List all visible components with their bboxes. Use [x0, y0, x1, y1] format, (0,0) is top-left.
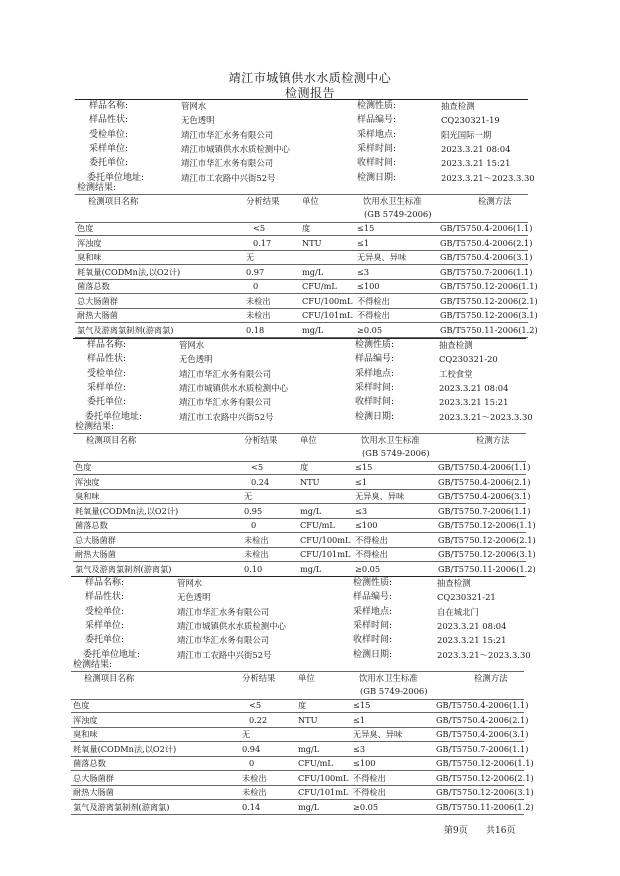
row-method: GB/T5750.4-2006(3.1) [440, 252, 533, 262]
row-unit: 度 [300, 462, 309, 472]
row-unit: CFU/101mL [298, 787, 349, 797]
row-item: 耗氧量(CODMn法,以O2计) [75, 505, 179, 516]
col-header-item: 检测项目名称 [84, 673, 135, 683]
row-result: 0 [253, 281, 259, 291]
sampling-time-value: 2023.3.21 08:04 [439, 382, 509, 393]
table-row-rule [71, 770, 524, 771]
receive-time-value: 2023.3.21 15:21 [439, 397, 509, 408]
results-rule [73, 433, 526, 434]
row-item: 总大肠菌群 [75, 534, 116, 545]
row-result: 无 [246, 252, 255, 262]
row-result: 0.14 [242, 801, 261, 812]
row-result: 未检出 [246, 310, 271, 320]
row-unit: mg/L [300, 563, 322, 574]
row-result: 无 [244, 491, 253, 501]
row-standard: 无异臭、异味 [357, 252, 407, 262]
sample-name-label: 样品名称: [89, 101, 129, 111]
receive-time-label: 收样时间: [353, 635, 393, 646]
row-method: GB/T5750.4-2006(3.1) [436, 729, 529, 739]
sampling-unit-label: 采样单位: [87, 382, 127, 393]
sample-nature-label: 样品性状: [87, 354, 127, 365]
row-standard: 不得检出 [355, 549, 388, 559]
test-nature-value: 抽查检测 [441, 101, 475, 111]
client-address-value: 靖江市工农路中兴街52号 [177, 649, 272, 660]
test-nature-label: 检测性质: [357, 101, 397, 111]
table-row-rule [75, 308, 528, 309]
report-title-line1: 靖江市城镇供水水质检测中心 [228, 71, 392, 85]
sample-no-label: 样品编号: [357, 115, 397, 126]
row-item: 菌落总数 [77, 281, 110, 291]
page-total: 共16页 [486, 826, 516, 836]
sampling-time-value: 2023.3.21 08:04 [437, 620, 507, 631]
row-unit: mg/L [298, 801, 320, 812]
row-method: GB/T5750.12-2006(1.1) [438, 520, 536, 530]
col-header-result: 分析结果 [244, 435, 278, 445]
col-header-item: 检测项目名称 [86, 435, 137, 445]
row-method: GB/T5750.7-2006(1.1) [438, 505, 531, 516]
col-header-unit: 单位 [300, 435, 317, 445]
row-method: GB/T5750.4-2006(1.1) [438, 462, 531, 472]
sampling-site-label: 采样地点: [355, 368, 395, 379]
row-unit: 度 [302, 223, 311, 233]
row-result: 0.17 [253, 237, 272, 248]
row-unit: CFU/mL [302, 281, 337, 291]
row-standard: ≤15 [353, 700, 371, 710]
row-item: 菌落总数 [73, 758, 106, 768]
row-unit: CFU/mL [300, 520, 335, 530]
row-item: 色度 [75, 462, 92, 472]
results-rule [75, 194, 528, 195]
row-method: GB/T5750.4-2006(2.1) [438, 476, 531, 487]
row-result: 0 [251, 520, 257, 530]
page-number: 第9页 [444, 826, 468, 836]
row-standard: 不得检出 [355, 534, 388, 545]
test-nature-label: 检测性质: [355, 340, 395, 350]
table-row-rule [73, 474, 526, 475]
col-header-unit: 单位 [298, 673, 315, 683]
sampling-site-value: 阳光国际一期 [441, 129, 492, 140]
table-row-rule [75, 250, 528, 251]
sample-nature-label: 样品性状: [85, 592, 125, 603]
sampling-site-label: 采样地点: [353, 606, 393, 617]
table-row-rule [75, 279, 528, 280]
row-standard: ≥0.05 [355, 563, 381, 574]
row-item: 氯气及游离氯制剂(游离氯) [73, 801, 170, 812]
row-result: 0.95 [244, 505, 263, 516]
row-result: <5 [249, 700, 262, 710]
row-standard: ≤1 [355, 476, 368, 487]
receive-time-value: 2023.3.21 15:21 [441, 158, 511, 169]
results-label: 检测结果: [77, 183, 117, 193]
row-item: 浑浊度 [75, 476, 100, 487]
sample-name-value: 管网水 [181, 101, 207, 111]
sampling-unit-label: 采样单位: [85, 620, 125, 631]
sampling-time-label: 采样时间: [355, 382, 395, 393]
row-standard: ≤100 [355, 520, 378, 530]
row-item: 氯气及游离氯制剂(游离氯) [75, 563, 172, 574]
sample-name-label: 样品名称: [85, 578, 125, 588]
row-standard: 无异臭、异味 [353, 729, 403, 739]
sample-no-value: CQ230321-19 [441, 115, 500, 126]
row-method: GB/T5750.11-2006(1.2) [440, 324, 538, 335]
row-result: 未检出 [242, 772, 267, 783]
row-unit: NTU [302, 237, 322, 248]
table-row-rule [71, 712, 524, 713]
row-method: GB/T5750.12-2006(2.1) [436, 772, 534, 783]
entrusted-unit-value: 靖江市华汇水务有限公司 [181, 129, 274, 140]
table-row-rule [73, 547, 526, 548]
row-result: 无 [242, 729, 251, 739]
row-standard: ≤3 [355, 505, 368, 516]
row-method: GB/T5750.12-2006(3.1) [436, 787, 534, 797]
row-result: 未检出 [246, 295, 271, 306]
row-result: 0.18 [246, 324, 265, 335]
row-standard: ≥0.05 [353, 801, 379, 812]
sampling-unit-value: 靖江市城镇供水水质检测中心 [177, 620, 286, 631]
table-row-rule [73, 461, 526, 462]
entrusted-unit-value: 靖江市华汇水务有限公司 [177, 606, 270, 617]
test-date-value: 2023.3.21～2023.3.30 [439, 411, 533, 422]
test-date-value: 2023.3.21～2023.3.30 [441, 172, 535, 183]
test-nature-value: 抽查检测 [439, 340, 473, 350]
row-item: 色度 [77, 223, 94, 233]
entrusted-unit-label: 受检单位: [87, 368, 127, 379]
sampling-site-label: 采样地点: [357, 129, 397, 140]
client-address-label: 委托单位地址: [83, 649, 141, 660]
test-date-label: 检测日期: [355, 411, 395, 422]
row-method: GB/T5750.7-2006(1.1) [436, 743, 529, 754]
col-header-standard: 饮用水卫生标准 [361, 435, 420, 445]
table-row-rule [71, 727, 524, 728]
sample-no-label: 样品编号: [355, 354, 395, 365]
row-result: <5 [253, 223, 266, 233]
client-unit-label: 委托单位: [85, 635, 125, 646]
row-item: 总大肠菌群 [77, 295, 118, 306]
row-method: GB/T5750.12-2006(3.1) [440, 310, 538, 320]
row-method: GB/T5750.4-2006(2.1) [436, 714, 529, 725]
sampling-time-label: 采样时间: [357, 143, 397, 154]
row-unit: CFU/100mL [302, 295, 353, 306]
sampling-time-value: 2023.3.21 08:04 [441, 143, 511, 154]
table-row-rule [71, 756, 524, 757]
row-standard: 不得检出 [357, 295, 390, 306]
row-unit: mg/L [302, 266, 324, 277]
row-result: 0.24 [251, 476, 270, 487]
row-result: 未检出 [244, 549, 269, 559]
test-date-label: 检测日期: [353, 649, 393, 660]
results-rule [71, 671, 524, 672]
section-top-rule [71, 576, 524, 577]
row-method: GB/T5750.12-2006(1.1) [440, 281, 538, 291]
sample-nature-value: 无色透明 [179, 354, 213, 365]
row-item: 耐热大肠菌 [77, 310, 118, 320]
row-item: 臭和味 [73, 729, 98, 739]
table-row-rule [75, 235, 528, 236]
receive-time-value: 2023.3.21 15:21 [437, 635, 507, 646]
row-result: 未检出 [244, 534, 269, 545]
row-unit: CFU/101mL [300, 549, 351, 559]
sampling-time-label: 采样时间: [353, 620, 393, 631]
row-method: GB/T5750.4-2006(3.1) [438, 491, 531, 501]
row-method: GB/T5750.4-2006(1.1) [436, 700, 529, 710]
row-method: GB/T5750.11-2006(1.2) [436, 801, 534, 812]
table-row-rule [73, 561, 526, 562]
row-item: 色度 [73, 700, 90, 710]
sample-no-label: 样品编号: [353, 592, 393, 603]
col-header-standard-code: (GB 5749-2006) [362, 448, 430, 458]
results-label: 检测结果: [75, 422, 115, 432]
table-row-rule [73, 489, 526, 490]
table-row-rule [73, 532, 526, 533]
row-unit: CFU/100mL [298, 772, 349, 783]
client-unit-value: 靖江市华汇水务有限公司 [181, 158, 274, 169]
client-address-label: 委托单位地址: [87, 172, 145, 183]
sampling-site-value: 工校食堂 [439, 368, 473, 379]
sample-name-value: 管网水 [177, 578, 203, 588]
table-row-rule [71, 741, 524, 742]
entrusted-unit-value: 靖江市华汇水务有限公司 [179, 368, 272, 379]
row-standard: 不得检出 [353, 787, 386, 797]
sampling-unit-label: 采样单位: [89, 143, 129, 154]
col-header-method: 检测方法 [474, 673, 508, 683]
receive-time-label: 收样时间: [355, 397, 395, 408]
row-method: GB/T5750.7-2006(1.1) [440, 266, 533, 277]
row-item: 臭和味 [77, 252, 102, 262]
test-nature-value: 抽查检测 [437, 578, 471, 588]
col-header-standard-code: (GB 5749-2006) [360, 686, 428, 696]
sample-no-value: CQ230321-20 [439, 354, 498, 365]
col-header-item: 检测项目名称 [88, 196, 139, 206]
results-label: 检测结果: [73, 660, 113, 670]
table-row-rule [75, 293, 528, 294]
client-unit-value: 靖江市华汇水务有限公司 [179, 397, 272, 408]
table-row-rule [75, 222, 528, 223]
sample-nature-value: 无色透明 [181, 115, 215, 126]
client-unit-value: 靖江市华汇水务有限公司 [177, 635, 270, 646]
receive-time-label: 收样时间: [357, 158, 397, 169]
row-result: 0.97 [246, 266, 265, 277]
table-row-rule [73, 503, 526, 504]
row-standard: ≥0.05 [357, 324, 383, 335]
test-date-value: 2023.3.21～2023.3.30 [437, 649, 531, 660]
row-unit: CFU/101mL [302, 310, 353, 320]
client-address-value: 靖江市工农路中兴街52号 [179, 411, 274, 422]
row-method: GB/T5750.12-2006(2.1) [438, 534, 536, 545]
client-unit-label: 委托单位: [89, 158, 129, 169]
row-unit: mg/L [298, 743, 320, 754]
row-standard: 不得检出 [353, 772, 386, 783]
sampling-site-value: 自在城北门 [437, 606, 479, 617]
row-unit: CFU/mL [298, 758, 333, 768]
row-unit: NTU [298, 714, 318, 725]
sample-name-label: 样品名称: [87, 340, 127, 350]
table-row-rule [71, 699, 524, 700]
row-standard: ≤100 [357, 281, 380, 291]
row-result: 0 [249, 758, 255, 768]
row-unit: 度 [298, 700, 307, 710]
row-method: GB/T5750.12-2006(2.1) [440, 295, 538, 306]
row-result: 0.10 [244, 563, 263, 574]
col-header-method: 检测方法 [476, 435, 510, 445]
row-unit: mg/L [300, 505, 322, 516]
row-standard: ≤3 [353, 743, 366, 754]
sample-name-value: 管网水 [179, 340, 205, 350]
row-standard: 不得检出 [357, 310, 390, 320]
sample-no-value: CQ230321-21 [437, 592, 496, 603]
table-row-rule [71, 814, 524, 815]
section-top-rule [73, 338, 526, 339]
col-header-unit: 单位 [302, 196, 319, 206]
row-standard: 无异臭、异味 [355, 491, 405, 501]
table-row-rule [71, 799, 524, 800]
row-method: GB/T5750.4-2006(1.1) [440, 223, 533, 233]
client-address-label: 委托单位地址: [85, 411, 143, 422]
row-item: 总大肠菌群 [73, 772, 114, 783]
entrusted-unit-label: 受检单位: [85, 606, 125, 617]
sample-nature-label: 样品性状: [89, 115, 129, 126]
row-item: 耗氧量(CODMn法,以O2计) [77, 266, 181, 277]
section-top-rule [75, 99, 528, 100]
row-item: 氯气及游离氯制剂(游离氯) [77, 324, 174, 335]
row-standard: ≤15 [357, 223, 375, 233]
row-standard: ≤100 [353, 758, 376, 768]
row-result: 未检出 [242, 787, 267, 797]
row-item: 浑浊度 [77, 237, 102, 248]
row-unit: CFU/100mL [300, 534, 351, 545]
row-method: GB/T5750.12-2006(1.1) [436, 758, 534, 768]
row-method: GB/T5750.11-2006(1.2) [438, 563, 536, 574]
col-header-standard: 饮用水卫生标准 [359, 673, 418, 683]
row-standard: ≤1 [353, 714, 366, 725]
row-item: 耗氧量(CODMn法,以O2计) [73, 743, 177, 754]
col-header-result: 分析结果 [246, 196, 280, 206]
row-result: 0.22 [249, 714, 268, 725]
row-standard: ≤15 [355, 462, 373, 472]
client-unit-label: 委托单位: [87, 397, 127, 408]
sampling-unit-value: 靖江市城镇供水水质检测中心 [179, 382, 288, 393]
col-header-standard-code: (GB 5749-2006) [364, 209, 432, 219]
col-header-result: 分析结果 [242, 673, 276, 683]
row-item: 浑浊度 [73, 714, 98, 725]
entrusted-unit-label: 受检单位: [89, 129, 129, 140]
row-unit: mg/L [302, 324, 324, 335]
row-unit: NTU [300, 476, 320, 487]
table-row-rule [71, 785, 524, 786]
row-item: 耐热大肠菌 [73, 787, 114, 797]
test-nature-label: 检测性质: [353, 578, 393, 588]
row-standard: ≤3 [357, 266, 370, 277]
table-row-rule [75, 322, 528, 323]
row-result: 0.94 [242, 743, 261, 754]
table-row-rule [73, 518, 526, 519]
row-method: GB/T5750.4-2006(2.1) [440, 237, 533, 248]
col-header-method: 检测方法 [478, 196, 512, 206]
table-row-rule [75, 264, 528, 265]
sample-nature-value: 无色透明 [177, 592, 211, 603]
test-date-label: 检测日期: [357, 172, 397, 183]
row-item: 臭和味 [75, 491, 100, 501]
sampling-unit-value: 靖江市城镇供水水质检测中心 [181, 143, 290, 154]
report-title-line2: 检测报告 [284, 86, 335, 100]
row-item: 菌落总数 [75, 520, 108, 530]
row-result: <5 [251, 462, 264, 472]
row-standard: ≤1 [357, 237, 370, 248]
client-address-value: 靖江市工农路中兴街52号 [181, 172, 276, 183]
row-item: 耐热大肠菌 [75, 549, 116, 559]
col-header-standard: 饮用水卫生标准 [363, 196, 422, 206]
row-method: GB/T5750.12-2006(3.1) [438, 549, 536, 559]
